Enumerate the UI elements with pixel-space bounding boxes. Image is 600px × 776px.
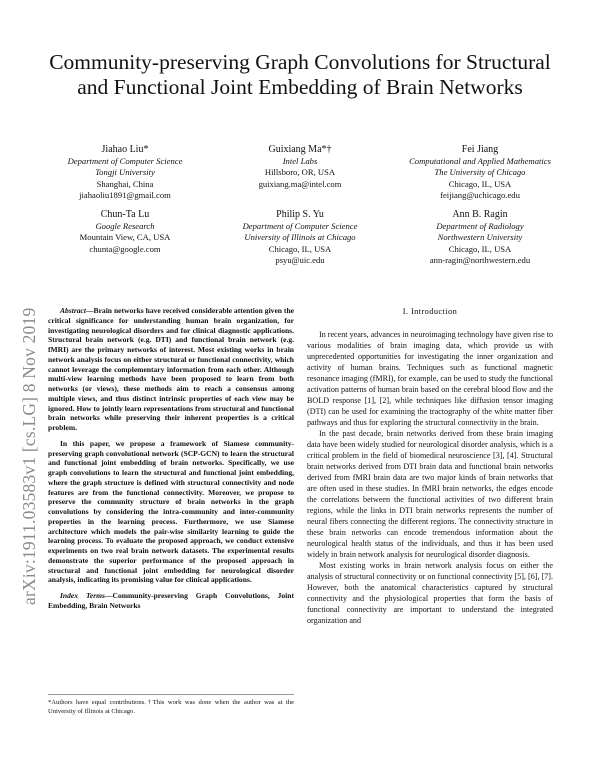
author-dept: Google Research — [95, 221, 155, 231]
index-terms-label: Index Terms — [60, 591, 105, 600]
right-column — [307, 306, 553, 626]
author-email: feijiang@uchicago.edu — [440, 189, 520, 200]
author-location: Hillsboro, OR, USA — [264, 167, 336, 178]
author-name: Chun-Ta Lu — [100, 209, 150, 220]
abstract-paragraph-2: In this paper, we propose a framework of Siamese community-preserving graph convolutional network (SCP-GCN) to learn the structural and functional joint embedding of brain networks. Specifically, we use graph convolutions to learn the structural and functional joint embedding, where the graph structure is defined with structural connectivity and node features are from the functional connectivity. Moreover, we propose to preserve the community structure of brain networks in the graph convolutions by considering the intra-community and inter-community properties in the learning process. Furthermore, we use Siamese architecture which models the pair-wise similarity learning to guide the learning process. To evaluate the proposed approach, we conduct extensive experiments on two real brain network datasets. The experimental results demonstrate the superior performance of the proposed approach in structural and functional joint embedding for neurological disorder analysis, indicating its promising value for clinical applications. — [48, 438, 294, 585]
index-terms-text: Community-preserving Graph Convolutions, Joint Embedding, Brain Networks — [48, 591, 294, 610]
index-terms: Index Terms—Community-preserving Graph Convolutions, Joint Embedding, Brain Networks — [48, 591, 294, 610]
author-org: Northwestern University — [437, 232, 523, 243]
author-org: The University of Chicago — [434, 167, 526, 178]
author-block — [40, 208, 210, 255]
author-org: Tongji University — [95, 167, 155, 178]
author-org: University of Illinois at Chicago — [244, 232, 356, 243]
left-column — [48, 306, 294, 617]
paper-title: Community-preserving Graph Convolutions for Structural and Functional Joint Embedding of Brain Networks — [49, 50, 551, 99]
author-email: chunta@google.com — [89, 243, 161, 254]
author-location: Chicago, IL, USA — [448, 178, 512, 189]
arxiv-identifier[interactable]: arXiv:1911.03583v1 [cs.LG] 8 Nov 2019 — [19, 307, 39, 605]
author-block — [380, 208, 580, 266]
author-block — [210, 208, 390, 266]
intro-paragraph: Most existing works in brain network analysis focus on either the analysis of structural connectivity or on functional connectivity [5], [6], [7]. However, both the anatomical characteristics captured by structural connectivity and the physiological properties that form the basis of functional connectivity are important to understand the integrated organization and — [307, 561, 553, 625]
abstract-label: Abstract — [60, 306, 86, 315]
author-location: Mountain View, CA, USA — [79, 232, 171, 243]
author-email: jiahaoliu1891@gmail.com — [79, 189, 171, 200]
section-heading: I. Introduction — [402, 307, 458, 316]
author-name: Philip S. Yu — [276, 209, 324, 220]
author-dept: Department of Radiology — [436, 221, 524, 231]
author-dept: Intel Labs — [282, 156, 318, 166]
author-email: guixiang.ma@intel.com — [258, 178, 342, 189]
author-name: Guixiang Ma*† — [268, 144, 332, 155]
author-block — [380, 143, 580, 201]
author-location: Chicago, IL, USA — [268, 243, 332, 254]
intro-paragraph: In recent years, advances in neuroimaging technology have given rise to various modalities of brain imaging data, which provide us with unprecedented opportunities for investigating the inner organization and activity of human brains. Techniques such as functional magnetic resonance imaging (fMRI), for example, can be used to study the functional activation patterns of human brain based on the cerebral blood flow and the BOLD response [1], [2], while techniques like diffusion tensor imaging (DTI) can be used for examining the tractography of the white matter fiber pathways and thus for exploring the structural connectivity in the brain. — [307, 330, 553, 427]
author-block — [40, 143, 210, 201]
footnote: *Authors have equal contributions.†This work was done when the author was at the University of Illinois at Chicago. — [48, 694, 294, 716]
author-location: Chicago, IL, USA — [448, 243, 512, 254]
author-dept: Department of Computer Science — [242, 221, 358, 231]
author-name: Fei Jiang — [461, 144, 499, 155]
abstract-text: Brain networks have received considerable attention given the critical significance for understanding human brain organization, for investigating neurological disorders and for clinical diagnostic applications. Structural brain network (e.g. DTI) and functional brain network (e.g. fMRI) are the primary networks of interest. Most existing works in brain network analysis focus on either structural or functional connectivity, which cannot leverage the complementary information from each other. Although multi-view learning methods have been proposed to learn from both networks (or views), these methods aim to reach a consensus among multiple views, and thus distinct intrinsic properties of each view may be ignored. How to jointly learn representations from structural and functional brain networks while preserving their inherent properties is a critical problem. — [48, 306, 294, 432]
author-dept: Computational and Applied Mathematics — [409, 156, 551, 166]
author-email: psyu@uic.edu — [275, 254, 325, 265]
author-name: Ann B. Ragin — [452, 209, 508, 220]
abstract-paragraph: Abstract—Brain networks have received considerable attention given the critical significance for understanding human brain organization, for investigating neurological disorders and for clinical diagnostic applications. Structural brain network (e.g. DTI) and functional brain network (e.g. fMRI) are the primary networks of interest. Most existing works in brain network analysis focus on either structural or functional connectivity, which cannot leverage the complementary information from each other. Although multi-view learning methods have been proposed to learn from both networks (or views), these methods aim to reach a consensus among multiple views, and thus distinct intrinsic properties of each view may be ignored. How to jointly learn representations from structural and functional brain networks while preserving their inherent properties is a critical problem. — [48, 306, 294, 432]
intro-paragraph: In the past decade, brain networks derived from these brain imaging data have been widely studied for neurological disorder analysis, which is a critical problem in the field of biomedical neuroscience [3], [4]. Structural brain networks derived from DTI brain data and functional brain networks derived from fMRI brain data are two major kinds of brain networks that are often used in these studies. In fMRI brain networks, the edges encode the correlations between the functional activities of two different brain regions, while the links in DTI brain networks represents the number of neural fibers connecting the different regions. The connectivity structure in these brain networks can encode tremendous information about the neurological health status of the individuals, and thus it has been used widely in brain network analysis for neurological disorder diagnosis. — [307, 429, 553, 559]
author-location: Shanghai, China — [96, 178, 154, 189]
author-block — [215, 143, 385, 190]
author-dept: Department of Computer Science — [67, 156, 183, 166]
author-email: ann-ragin@northwestern.edu — [429, 254, 531, 265]
author-name: Jiahao Liu* — [101, 144, 149, 155]
